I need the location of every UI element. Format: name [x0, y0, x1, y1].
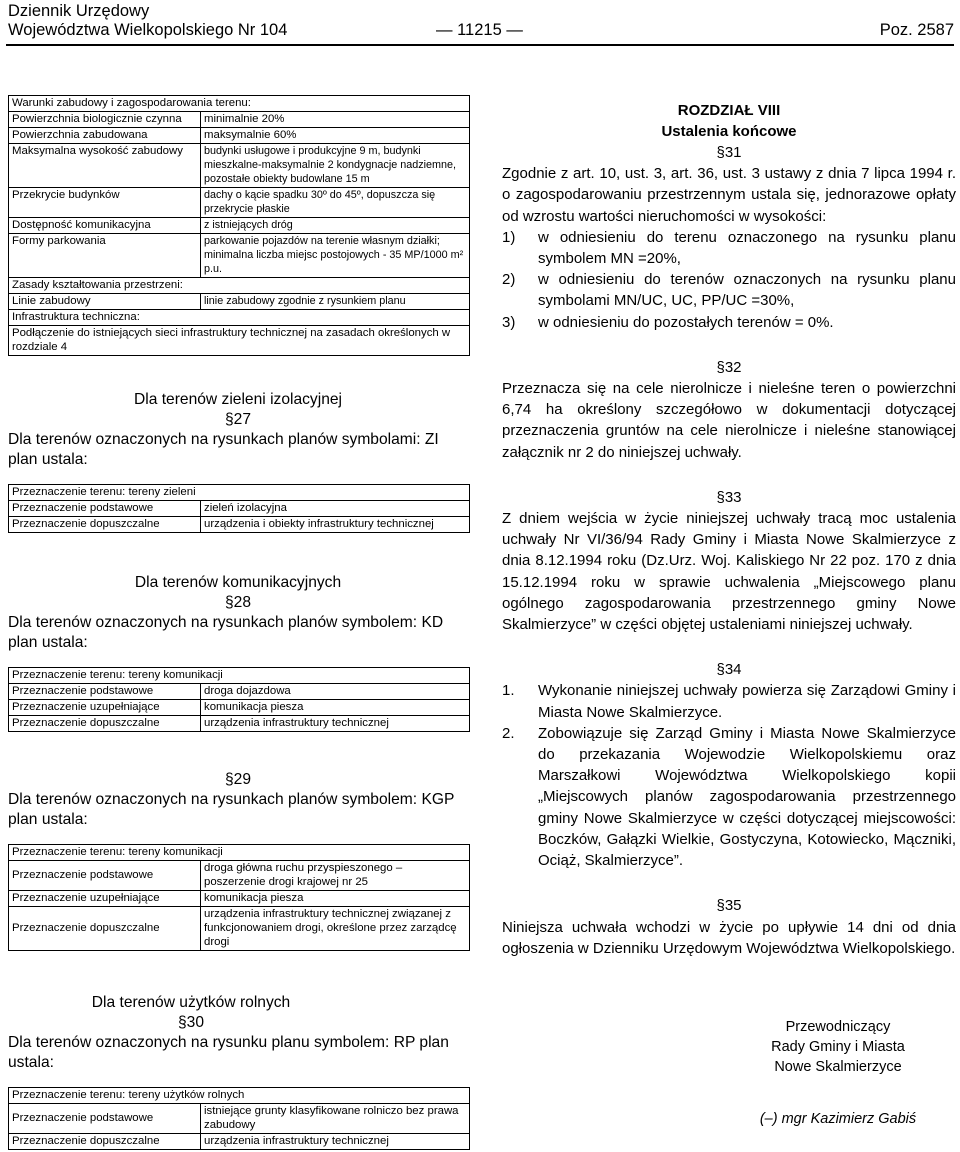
cond-label: Dostępność komunikacyjna	[9, 218, 201, 234]
s34-item-num: 1.	[502, 682, 515, 700]
s27-number: §27	[224, 411, 252, 428]
s28-intro: Dla terenów oznaczonych na rysunkach planów symbolem: KD plan ustala:	[8, 614, 444, 651]
s30-value: urządzenia infrastruktury technicznej	[201, 1134, 470, 1150]
signature-role: Przewodniczący	[785, 1019, 891, 1035]
signature-block	[738, 1017, 938, 1129]
s27-label: Przeznaczenie dopuszczalne	[9, 517, 201, 533]
cond-value: dachy o kącie spadku 30º do 45º, dopuszcza się przekrycie płaskie	[201, 188, 470, 218]
cond-value: minimalnie 20%	[201, 112, 470, 128]
principles-title: Zasady kształtowania przestrzeni:	[9, 278, 470, 294]
chapter-subtitle: Ustalenia końcowe	[661, 123, 797, 140]
page-number: — 11215 —	[436, 21, 523, 39]
s29-label: Przeznaczenie uzupełniające	[9, 891, 201, 907]
s30-number: §30	[177, 1014, 205, 1031]
s28-value: droga dojazdowa	[201, 684, 470, 700]
cond-value: maksymalnie 60%	[201, 128, 470, 144]
s27-table	[8, 484, 470, 533]
s29-value: droga główna ruchu przyspieszonego – poszerzenie drogi krajowej nr 25	[201, 861, 470, 891]
s28-label: Przeznaczenie dopuszczalne	[9, 716, 201, 732]
s34-number: §34	[716, 661, 742, 679]
s28-label: Przeznaczenie podstawowe	[9, 684, 201, 700]
s35-text: Niniejsza uchwała wchodzi w życie po upływie 14 dni od dnia ogłoszenia w Dzienniku Urzędowym Województwa Wielkopolskiego.	[502, 918, 956, 957]
s28-heading: Dla terenów komunikacyjnych	[134, 574, 342, 591]
s31-item-text: w odniesieniu do terenów oznaczonych na rysunku planu symbolami MN/UC, UC, PP/UC =30%,	[538, 271, 956, 310]
s30-value: istniejące grunty klasyfikowane rolniczo bez prawa zabudowy	[201, 1104, 470, 1134]
s28-value: komunikacja piesza	[201, 700, 470, 716]
cond-label: Maksymalna wysokość zabudowy	[9, 144, 201, 188]
position-number: Poz. 2587	[879, 21, 954, 39]
journal-issue: Województwa Wielkopolskiego Nr 104	[8, 21, 288, 39]
s28-table-title: Przeznaczenie terenu: tereny komunikacji	[9, 668, 470, 684]
cond-value: z istniejących dróg	[201, 218, 470, 234]
s30-label: Przeznaczenie dopuszczalne	[9, 1134, 201, 1150]
cond-value: linie zabudowy zgodnie z rysunkiem planu	[201, 294, 470, 310]
s29-label: Przeznaczenie dopuszczalne	[9, 907, 201, 951]
s30-table	[8, 1087, 470, 1150]
s29-value: urządzenia infrastruktury technicznej związanej z funkcjonowaniem drogi, określone przez zarządcę drogi	[201, 907, 470, 951]
s34-item	[502, 723, 956, 871]
s31-text: Zgodnie z art. 10, ust. 3, art. 36, ust. 3 ustawy z dnia 7 lipca 1994 r. o zagospodarowaniu przestrzennym ustala się, jednorazowe opłaty od wzrostu wartości nieruchomości w wysokości:	[502, 165, 956, 225]
s31-item	[502, 269, 956, 311]
left-column	[8, 95, 468, 1150]
s34-item-text: Zobowiązuje się Zarząd Gminy i Miasta Nowe Skalmierzyce do przekazania Wojewodzie Wielkopolskiemu oraz Marszałkowi Województwa Wielkopolskiego kopii „Miejscowych planów zagospodarowania przestrzennego gminy Nowe Skalmierzyce w części dotyczącej miejscowości: Boczków, Gałązki Wielkie, Gostyczyna, Kotowiecko, Mączniki, Ociąż, Skalmierzyce”.	[538, 724, 956, 870]
signature-town: Nowe Skalmierzyce	[774, 1059, 902, 1075]
chapter-title: ROZDZIAŁ VIII	[677, 102, 781, 119]
s27-value: zieleń izolacyjna	[201, 501, 470, 517]
infra-text: Podłączenie do istniejących sieci infrastruktury technicznej na zasadach określonych w rozdziale 4	[9, 326, 470, 356]
s32-text: Przeznacza się na cele nierolnicze i nieleśne teren o powierzchni 6,74 ha określony szczegółowo w dokumentacji dotyczącej przeznaczenia gruntów na cele nierolnicze i nieleśne stanowiącej załącznik nr 2 do niniejszej uchwały.	[502, 380, 956, 461]
s28-value: urządzenia infrastruktury technicznej	[201, 716, 470, 732]
conditions-table	[8, 95, 470, 356]
signature-name: (–) mgr Kazimierz Gabiś	[759, 1111, 917, 1127]
s30-label: Przeznaczenie podstawowe	[9, 1104, 201, 1134]
s31-number: §31	[716, 144, 742, 161]
infra-title: Infrastruktura techniczna:	[9, 310, 470, 326]
cond-label: Powierzchnia zabudowana	[9, 128, 201, 144]
s30-table-title: Przeznaczenie terenu: tereny użytków rolnych	[9, 1088, 470, 1104]
cond-label: Linie zabudowy	[9, 294, 201, 310]
s30-heading: Dla terenów użytków rolnych	[91, 994, 291, 1011]
cond-value: parkowanie pojazdów na terenie własnym działki; minimalna liczba miejsc postojowych - 35 MP/1000 m² p.u.	[201, 234, 470, 278]
s27-table-title: Przeznaczenie terenu: tereny zieleni	[9, 485, 470, 501]
s31-item	[502, 312, 956, 333]
s29-intro: Dla terenów oznaczonych na rysunkach planów symbolem: KGP plan ustala:	[8, 791, 455, 828]
s28-table	[8, 667, 470, 732]
journal-title: Dziennik Urzędowy	[8, 2, 150, 20]
right-column	[502, 100, 956, 959]
signature-council: Rady Gminy i Miasta	[771, 1039, 905, 1055]
s34-item	[502, 680, 956, 722]
s32-number: §32	[716, 358, 742, 376]
s29-value: komunikacja piesza	[201, 891, 470, 907]
s28-number: §28	[224, 594, 252, 611]
s31-item-text: w odniesieniu do terenu oznaczonego na rysunku planu symbolem MN =20%,	[538, 228, 956, 268]
s31-item-num: 3)	[502, 313, 516, 331]
s30-intro: Dla terenów oznaczonych na rysunku planu symbolem: RP plan ustala:	[8, 1034, 449, 1071]
s29-table-title: Przeznaczenie terenu: tereny komunikacji	[9, 845, 470, 861]
cond-label: Powierzchnia biologicznie czynna	[9, 112, 201, 128]
s27-heading: Dla terenów zieleni izolacyjnej	[133, 391, 343, 408]
s31-item	[502, 227, 956, 269]
s34-item-text: Wykonanie niniejszej uchwały powierza się Zarządowi Gminy i Miasta Nowe Skalmierzyce.	[538, 682, 956, 721]
s31-item-num: 1)	[502, 228, 516, 246]
journal-header	[8, 2, 287, 40]
s29-number: §29	[224, 771, 252, 788]
conditions-title: Warunki zabudowy i zagospodarowania terenu:	[9, 96, 470, 112]
s34-item-num: 2.	[502, 724, 515, 742]
s27-label: Przeznaczenie podstawowe	[9, 501, 201, 517]
s28-label: Przeznaczenie uzupełniające	[9, 700, 201, 716]
s31-item-text: w odniesieniu do pozostałych terenów = 0%.	[538, 313, 834, 331]
header-divider	[6, 44, 954, 46]
s29-label: Przeznaczenie podstawowe	[9, 861, 201, 891]
s31-item-num: 2)	[502, 271, 516, 289]
cond-value: budynki usługowe i produkcyjne 9 m, budynki mieszkalne-maksymalnie 2 kondygnacje nadziemne, pozostałe obiekty budowlane 15 m	[201, 144, 470, 188]
s27-value: urządzenia i obiekty infrastruktury technicznej	[201, 517, 470, 533]
s27-intro: Dla terenów oznaczonych na rysunkach planów symbolami: ZI plan ustala:	[8, 431, 439, 468]
s35-number: §35	[716, 897, 742, 915]
cond-label: Formy parkowania	[9, 234, 201, 278]
s33-number: §33	[716, 488, 742, 506]
s33-text: Z dniem wejścia w życie niniejszej uchwały tracą moc ustalenia uchwały Nr VI/36/94 Rady Gminy i Miasta Nowe Skalmierzyce z dnia 8.12.1994 roku (Dz.Urz. Woj. Kaliskiego Nr 22 poz. 170 z dnia 15.12.1994 roku w sprawie uchwalenia „Miejscowego planu ogólnego zagospodarowania przestrzennego gminy Nowe Skalmierzyce” w części objętej ustaleniami niniejszej uchwały.	[502, 510, 956, 634]
s29-table	[8, 844, 470, 951]
cond-label: Przekrycie budynków	[9, 188, 201, 218]
